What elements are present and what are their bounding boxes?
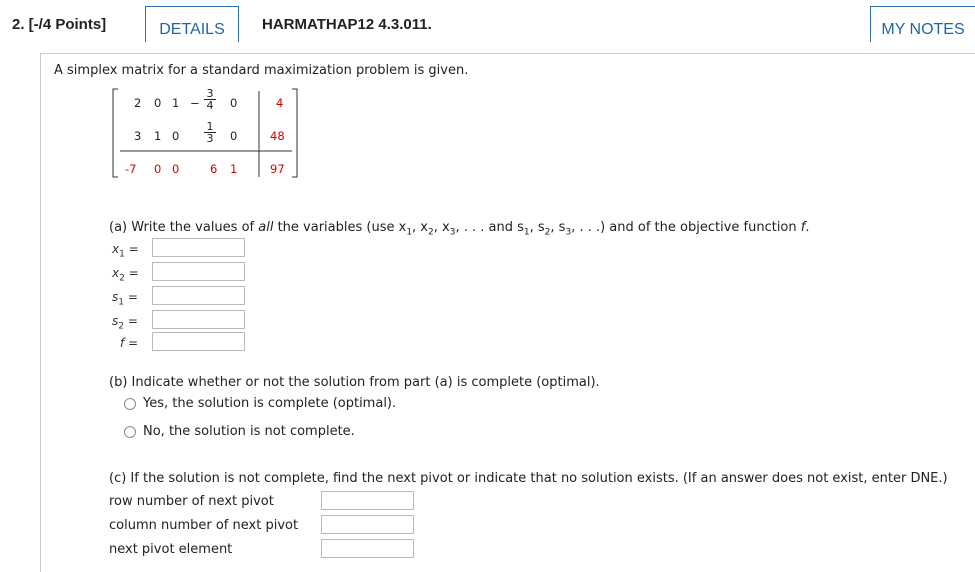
- matrix-cell: 1: [172, 96, 180, 110]
- column-pivot-label: column number of next pivot: [109, 518, 299, 533]
- matrix-minus-sign: −: [190, 96, 200, 110]
- row-pivot-input[interactable]: [321, 491, 414, 510]
- s2-label: $s_2$ =: [112, 314, 138, 332]
- x1-input[interactable]: [152, 238, 245, 257]
- matrix-cell-rhs: 4: [276, 96, 284, 110]
- s2-input[interactable]: [152, 310, 245, 329]
- matrix-cell: 0: [154, 162, 162, 176]
- part-c-question: (c) If the solution is not complete, find the next pivot or indicate that no solution exists. (If an answer does not exist, enter DNE.): [109, 471, 948, 486]
- question-number: 2. [-/4 Points]: [12, 16, 107, 33]
- matrix-cell: 0: [172, 129, 180, 143]
- yes-radio[interactable]: [124, 398, 136, 410]
- matrix-cell: 1: [230, 162, 238, 176]
- x2-input[interactable]: [152, 262, 245, 281]
- my-notes-button[interactable]: MY NOTES: [870, 6, 975, 42]
- yes-option-label: Yes, the solution is complete (optimal).: [143, 396, 397, 411]
- pivot-element-input[interactable]: [321, 539, 414, 558]
- problem-prompt: A simplex matrix for a standard maximization problem is given.: [54, 63, 469, 78]
- details-button[interactable]: DETAILS: [145, 6, 239, 42]
- s1-input[interactable]: [152, 286, 245, 305]
- matrix-cell: 2: [134, 96, 142, 110]
- matrix-cell: 0: [154, 96, 162, 110]
- x1-label: $x_1$ =: [112, 242, 139, 260]
- no-option-label: No, the solution is not complete.: [143, 424, 355, 439]
- row-pivot-label: row number of next pivot: [109, 494, 274, 509]
- header-divider: [40, 53, 975, 54]
- matrix-cell-fraction: 3 4: [203, 88, 217, 111]
- matrix-cell-rhs: 97: [270, 162, 285, 176]
- matrix-cell: 3: [134, 129, 142, 143]
- matrix-cell-fraction: 1 3: [203, 121, 217, 144]
- left-border: [40, 53, 41, 572]
- pivot-element-label: next pivot element: [109, 542, 233, 557]
- no-radio[interactable]: [124, 426, 136, 438]
- part-b-question: (b) Indicate whether or not the solution from part (a) is complete (optimal).: [109, 375, 600, 390]
- x2-label: $x_2$ =: [112, 266, 139, 284]
- matrix-cell: -7: [125, 162, 137, 176]
- matrix-cell-rhs: 48: [270, 129, 285, 143]
- matrix-cell: 0: [230, 96, 238, 110]
- part-a-question: (a) Write the values of all the variables (use $x_1$, $x_2$, $x_3$, . . . and $s_1$, $s_2$, $s_3$, . . .) and of the objective function f.: [109, 220, 810, 238]
- f-input[interactable]: [152, 332, 245, 351]
- f-label: f =: [120, 336, 139, 350]
- matrix-cell: 0: [172, 162, 180, 176]
- s1-label: $s_1$ =: [112, 290, 138, 308]
- matrix-cell: 0: [230, 129, 238, 143]
- matrix-cell: 1: [154, 129, 162, 143]
- matrix-cell: 6: [210, 162, 218, 176]
- assignment-id: HARMATHAP12 4.3.011.: [262, 16, 432, 33]
- column-pivot-input[interactable]: [321, 515, 414, 534]
